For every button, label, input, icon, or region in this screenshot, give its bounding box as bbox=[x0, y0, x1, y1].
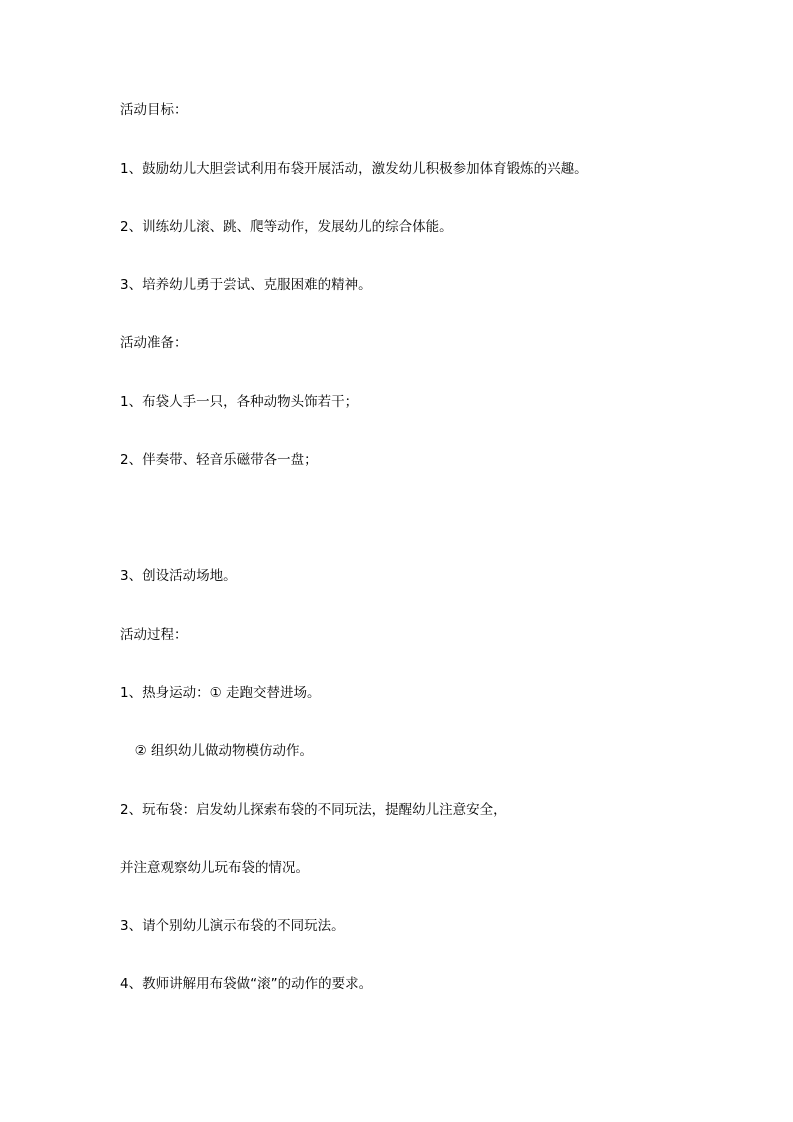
preparation-item-2: 2、伴奏带、轻音乐磁带各一盘； bbox=[120, 452, 318, 468]
heading-activity-process: 活动过程： bbox=[120, 627, 188, 643]
process-item-1-sub-2: ② 组织幼儿做动物模仿动作。 bbox=[126, 743, 313, 759]
process-item-2: 2、玩布袋：启发幼儿探索布袋的不同玩法，提醒幼儿注意安全， bbox=[120, 802, 507, 818]
preparation-item-3: 3、创设活动场地。 bbox=[120, 568, 237, 584]
process-item-2-continued: 并注意观察幼儿玩布袋的情况。 bbox=[120, 860, 309, 876]
goal-item-2: 2、训练幼儿滚、跳、爬等动作，发展幼儿的综合体能。 bbox=[120, 219, 453, 235]
goal-item-3: 3、培养幼儿勇于尝试、克服困难的精神。 bbox=[120, 277, 372, 293]
process-item-3: 3、请个别幼儿演示布袋的不同玩法。 bbox=[120, 918, 345, 934]
process-item-1: 1、热身运动：① 走跑交替进场。 bbox=[120, 685, 321, 701]
preparation-item-1: 1、布袋人手一只，各种动物头饰若干； bbox=[120, 394, 359, 410]
heading-activity-preparation: 活动准备： bbox=[120, 335, 188, 351]
goal-item-1: 1、鼓励幼儿大胆尝试利用布袋开展活动，激发幼儿积极参加体育锻炼的兴趣。 bbox=[120, 161, 588, 177]
process-item-4: 4、教师讲解用布袋做“滚”的动作的要求。 bbox=[120, 976, 373, 992]
heading-activity-goals: 活动目标： bbox=[120, 102, 188, 118]
